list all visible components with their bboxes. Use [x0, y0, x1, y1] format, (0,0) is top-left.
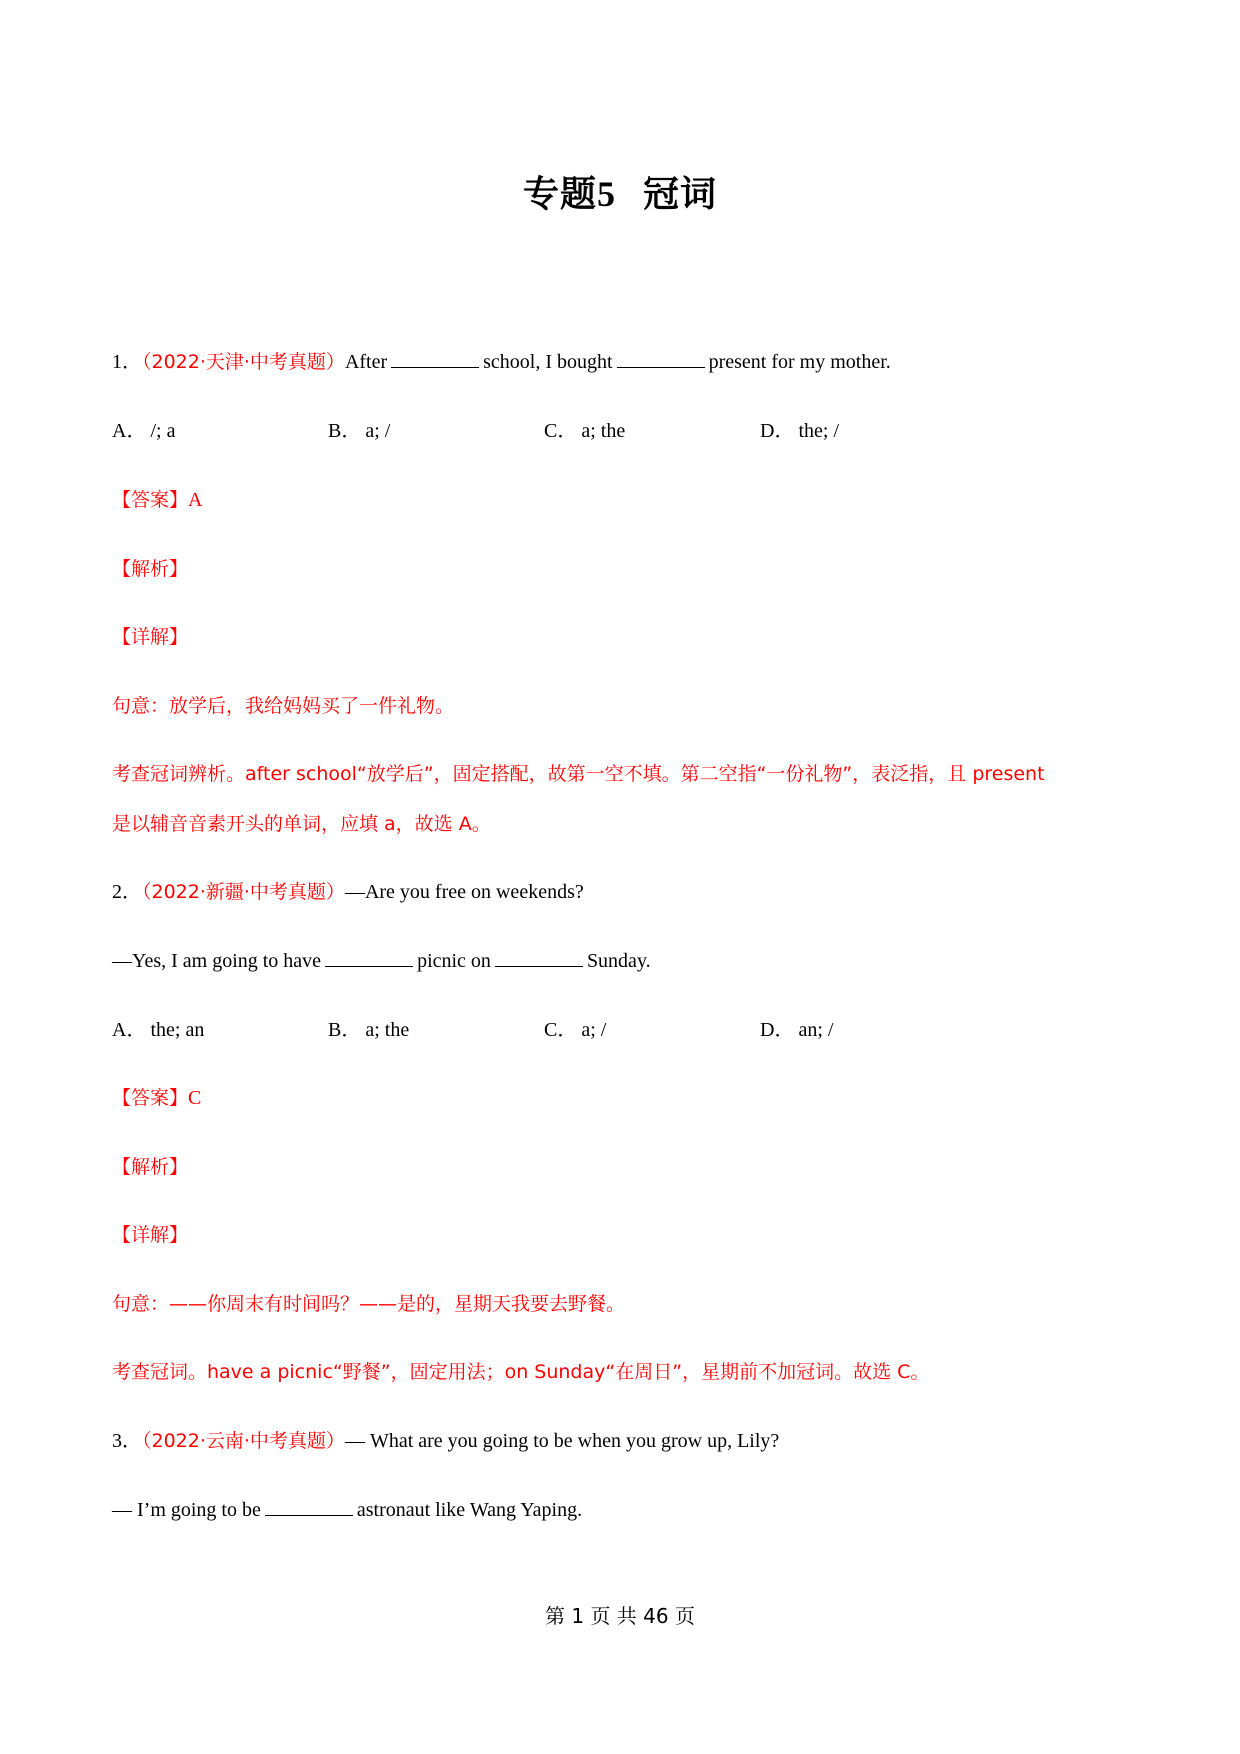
question-number: 1． [112, 351, 142, 373]
option-letter: A． [112, 1019, 147, 1041]
question-3-stem-line-2 [112, 1496, 582, 1524]
option-letter: C． [544, 420, 578, 442]
question-2-options [112, 1016, 1012, 1044]
page-footer: 第 1 页 共 46 页 [545, 1604, 695, 1628]
option-d [760, 417, 976, 445]
answer-blank [325, 948, 413, 967]
answer-blank [265, 1497, 353, 1516]
option-letter: C． [544, 1019, 578, 1041]
stem-text: picnic on [417, 950, 491, 972]
question-1-explanation-line-1: 考查冠词辨析。after school“放学后”，固定搭配，故第一空不填。第二空指“一份礼物”，表泛指，且 present [112, 763, 1045, 785]
question-1-options [112, 417, 1012, 445]
stem-text: Sunday. [586, 950, 651, 972]
question-2-meaning: 句意：——你周末有时间吗？——是的，星期天我要去野餐。 [112, 1293, 626, 1315]
option-letter: A． [112, 420, 147, 442]
title-prefix: 专题 [522, 174, 597, 215]
option-c [544, 417, 760, 445]
option-b [328, 417, 544, 445]
question-1-detail-label: 【详解】 [112, 626, 189, 648]
option-letter: D． [760, 420, 795, 442]
stem-text: — I’m going to be [112, 1499, 261, 1521]
option-text: a; the [365, 1019, 410, 1041]
option-c [544, 1016, 760, 1044]
option-text: the; an [150, 1019, 205, 1041]
question-1-analysis-label: 【解析】 [112, 558, 189, 580]
option-d [760, 1016, 976, 1044]
stem-text: school, I bought [483, 351, 613, 373]
stem-text: After [344, 351, 388, 373]
question-1-stem [112, 348, 891, 376]
question-2-analysis-label: 【解析】 [112, 1156, 189, 1178]
option-text: /; a [150, 420, 176, 442]
stem-text: astronaut like Wang Yaping. [356, 1499, 583, 1521]
answer-value: C [188, 1087, 202, 1109]
title-number: 5 [596, 174, 616, 214]
stem-text: — What are you going to be when you grow up, Lily? [344, 1430, 780, 1452]
option-text: a; the [581, 420, 626, 442]
question-2-stem-line-2 [112, 947, 651, 975]
option-a [112, 417, 328, 445]
question-1-answer [112, 486, 202, 514]
option-text: an; / [798, 1019, 834, 1041]
answer-label: 【答案】 [112, 489, 189, 511]
question-source: （2022·新疆·中考真题） [142, 881, 345, 903]
question-number: 3． [112, 1430, 142, 1452]
question-2-detail-label: 【详解】 [112, 1224, 189, 1246]
question-number: 2． [112, 881, 142, 903]
option-text: the; / [798, 420, 839, 442]
stem-text: present for my mother. [708, 351, 891, 373]
question-source: （2022·天津·中考真题） [142, 351, 345, 373]
question-2-answer [112, 1084, 201, 1112]
answer-blank [617, 349, 705, 368]
answer-blank [495, 948, 583, 967]
answer-label: 【答案】 [112, 1087, 189, 1109]
question-2-stem [112, 878, 584, 906]
answer-value: A [188, 489, 203, 511]
option-text: a; / [581, 1019, 607, 1041]
question-1-meaning: 句意：放学后，我给妈妈买了一件礼物。 [112, 695, 455, 717]
option-letter: B． [328, 420, 362, 442]
option-b [328, 1016, 544, 1044]
page-title [0, 166, 1240, 217]
option-letter: B． [328, 1019, 362, 1041]
option-letter: D． [760, 1019, 795, 1041]
question-1-explanation-line-2: 是以辅音音素开头的单词，应填 a，故选 A。 [112, 813, 491, 835]
stem-text: —Yes, I am going to have [112, 950, 322, 972]
question-source: （2022·云南·中考真题） [142, 1430, 345, 1452]
option-a [112, 1016, 328, 1044]
question-2-explanation: 考查冠词。have a picnic“野餐”，固定用法；on Sunday“在周日”，星期前不加冠词。故选 C。 [112, 1361, 930, 1383]
option-text: a; / [365, 420, 391, 442]
title-suffix: 冠词 [643, 174, 718, 215]
stem-text: —Are you free on weekends? [344, 881, 584, 903]
question-3-stem [112, 1427, 779, 1455]
answer-blank [391, 349, 479, 368]
